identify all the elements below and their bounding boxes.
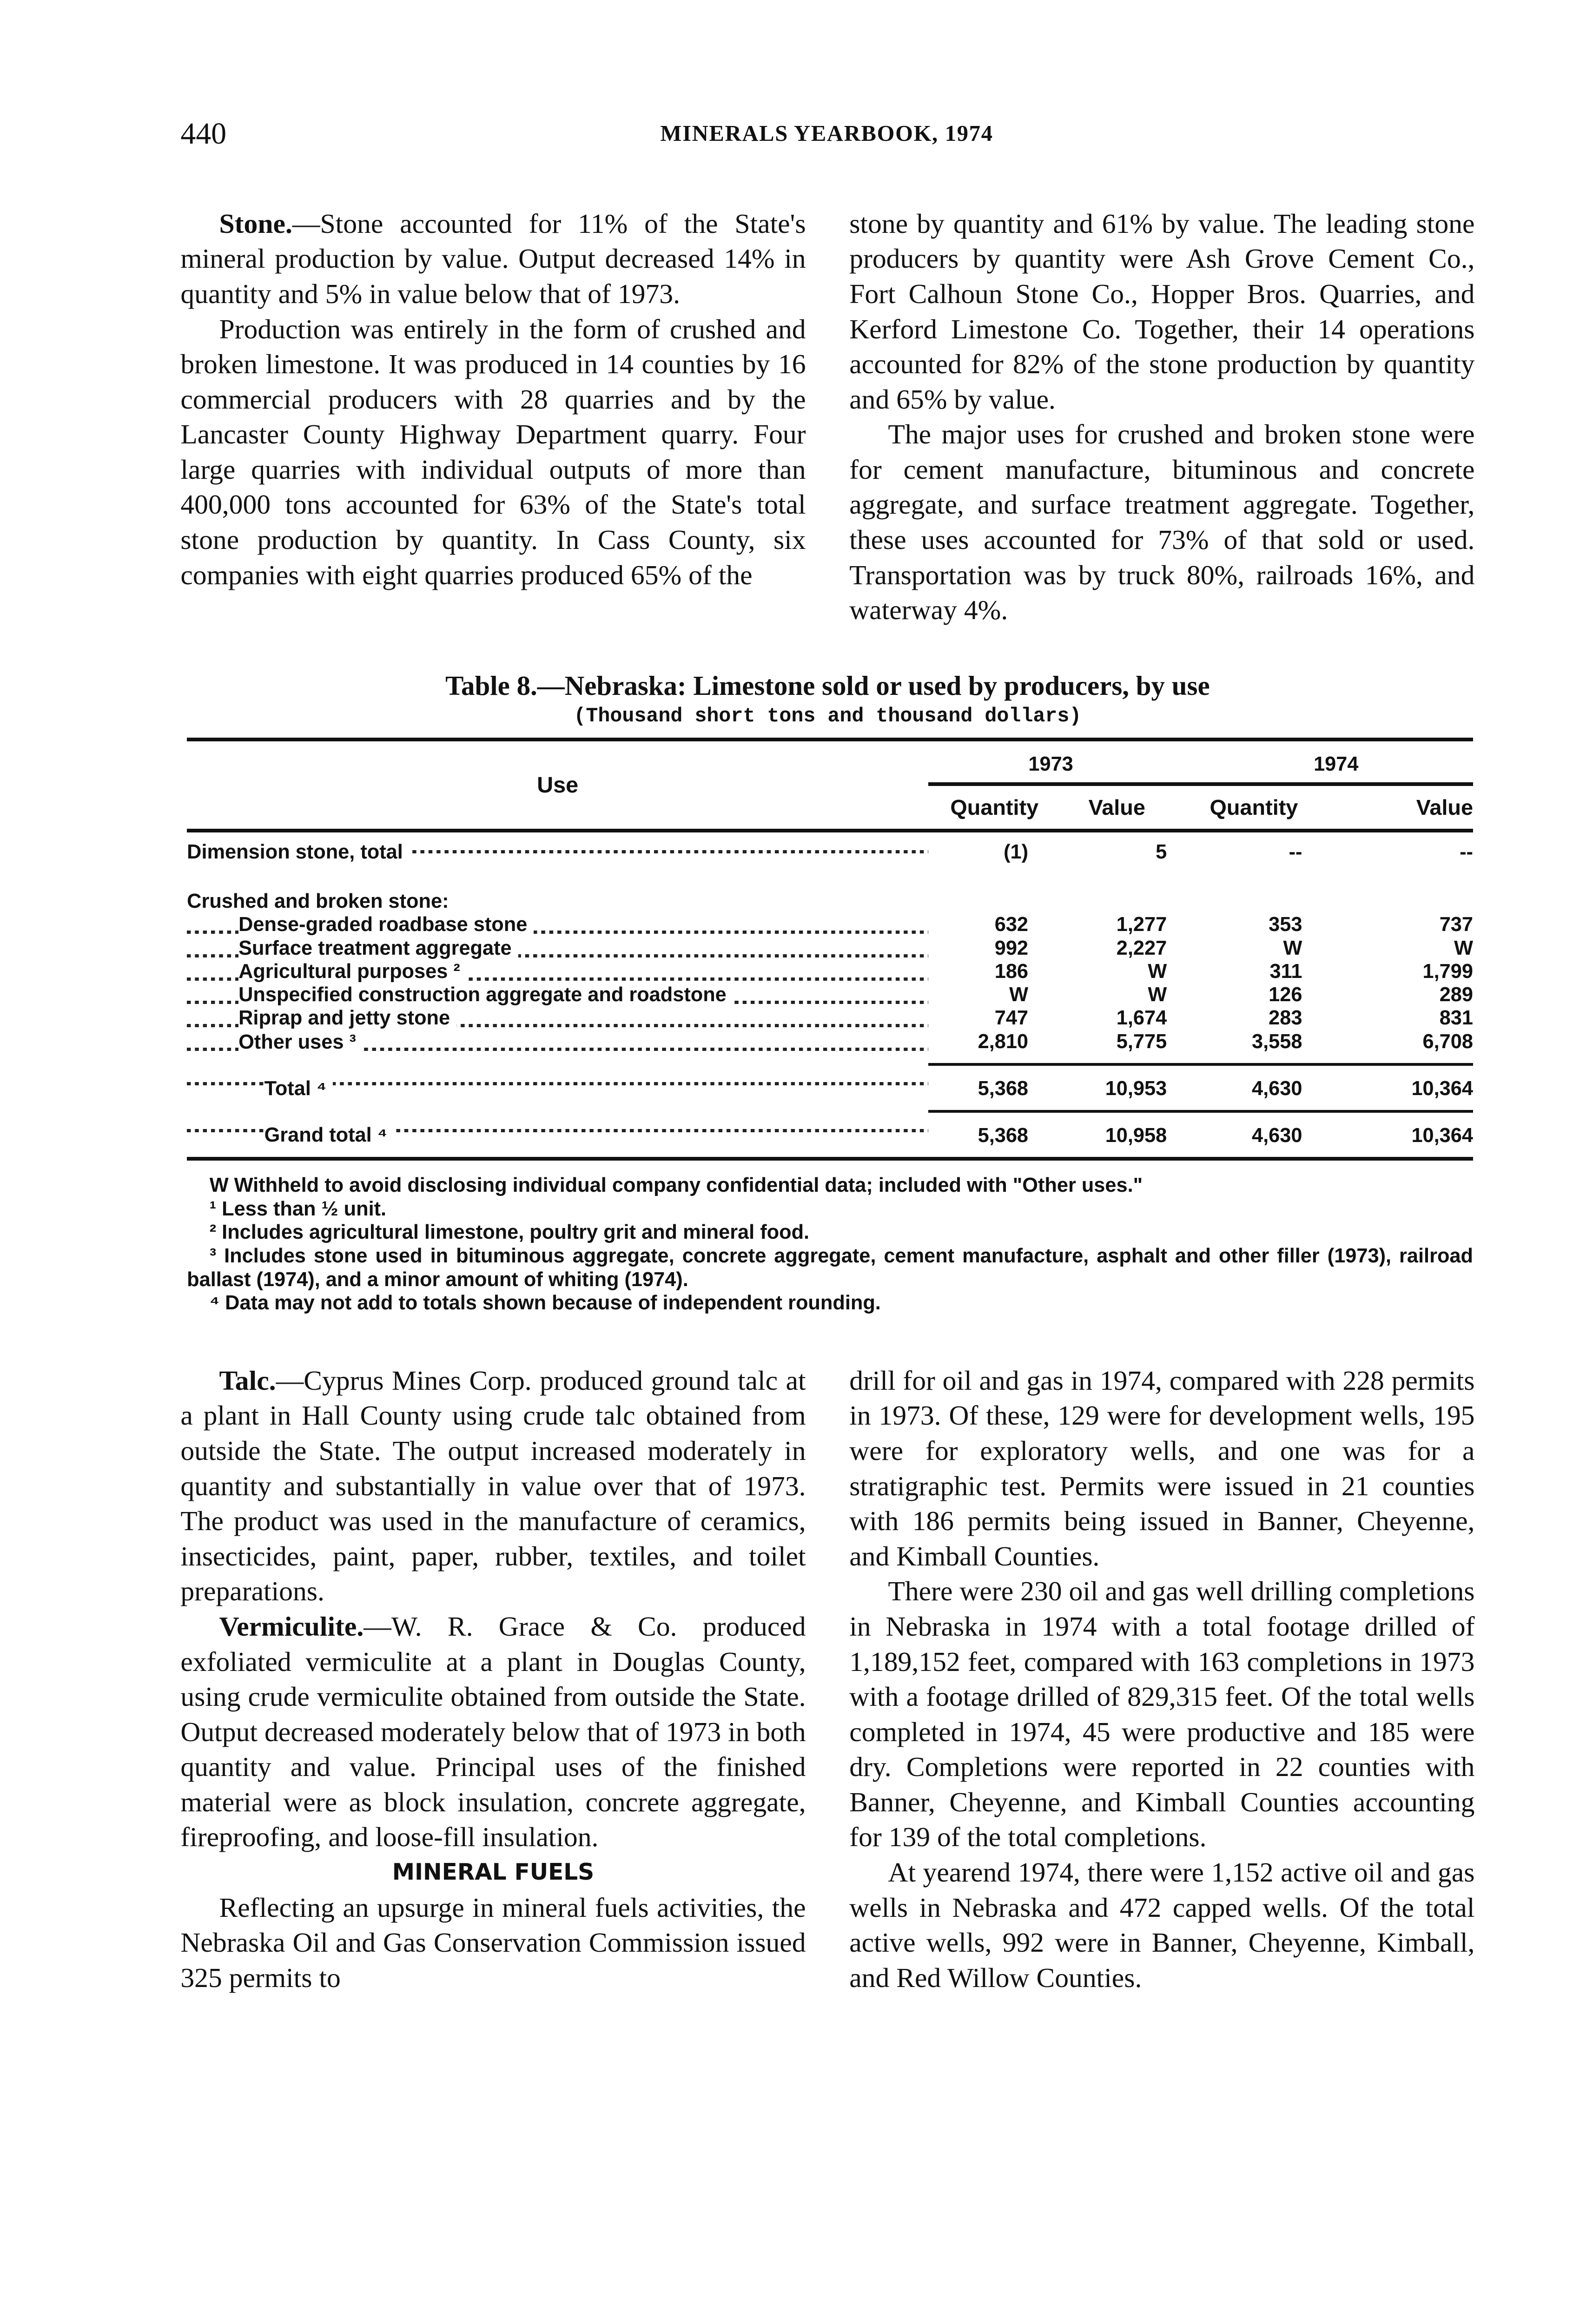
stone-section [180,206,1474,628]
table-cell [1173,873,1335,913]
footnote: ³ Includes stone used in bituminous aggregate, concrete aggregate, cement manufacture, asphalt and other filler (1973), railroad ballast (1974), and a minor amount of whiting (1974). [187,1245,1473,1291]
paragraph [849,206,1474,417]
footnote: W Withheld to avoid disclosing individual company confidential data; included with "Other uses." [209,1174,1143,1197]
table-cell: 992 [994,937,1029,959]
column-header: Value [1088,795,1145,819]
table-row [187,1064,1473,1111]
paragraph-text: There were 230 oil and gas well drilling completions in Nebraska in 1974 with a total footage drilled of 1,189,152 feet, compared with 163 completions in 1973 with a footage drilled of 829,315 feet. Of the total wells completed in 1974, 45 were productive and 185 were dry. Completions were reported in 22 counties with Banner, Cheyenne, and Kimball Counties accounting for 139 of the total completions. [849,1576,1475,1853]
paragraph-text: stone by quantity and 61% by value. The leading stone producers by quantity were Ash Grove Cement Co., Fort Calhoun Stone Co., Hopper Bros. Quarries, and Kerford Limestone Co. Together, their 14 operations accounted for 82% of the stone production by quantity and 65% by value. [849,208,1475,415]
run-in-heading: Stone. [219,208,292,239]
year-header: 1974 [1173,739,1473,784]
table-cell: 10,958 [1060,1111,1173,1159]
paragraph-text: The major uses for crushed and broken stone were for cement manufacture, bituminous and concrete aggregate, and surface treatment aggregate. Together, these uses accounted for 73% of that sold or used. Transportation was by truck 80%, railroads 16%, and waterway 4%. [849,419,1475,626]
table-cell: W [1283,937,1302,959]
table-cell: 5,368 [928,1064,1060,1111]
table-cell: -- [1289,841,1302,864]
footnote: ¹ Less than ½ unit. [209,1197,387,1220]
paragraph-text: At yearend 1974, there were 1,152 active oil and gas wells in Nebraska and 472 capped wells. Of the total active wells, 992 were in Banner, Cheyenne, Kimball, and Red Willow Counties. [849,1856,1475,1993]
paragraph [180,1890,806,1996]
table-row [187,983,1473,1006]
table-footnotes [187,1174,1473,1315]
table-cell: 10,364 [1335,1111,1473,1159]
table-row [187,913,1473,936]
table-cell: 10,364 [1335,1064,1473,1111]
table-cell [1060,873,1173,913]
table-cell: W [1148,984,1167,1006]
section-heading: MINERAL FUELS [392,1859,595,1885]
use-header: Use [537,772,579,798]
row-label: Dimension stone, total [187,841,409,863]
paragraph [180,312,806,593]
row-label: Dense-graded roadbase stone [238,913,534,936]
table-cell [1335,873,1473,913]
bottom-section [180,1363,1474,1995]
paragraph [849,1574,1474,1855]
table-cell: 5 [1156,841,1167,864]
bottom-column-right [849,1363,1474,1995]
table-title: Table 8.—Nebraska: Limestone sold or used by producers, by use [445,670,1210,701]
bottom-column-left [180,1363,806,1995]
paragraph-text: drill for oil and gas in 1974, compared with 228 permits in 1973. Of these, 129 were for development wells, 195 were for exploratory wells, and one was for a stratigraphic test. Permits were issued in 21 counties with 186 permits being issued in Banner, Cheyenne, and Kimball Counties. [849,1365,1475,1571]
table-cell: W [1148,960,1167,983]
table-cell: 126 [1269,984,1302,1006]
table-cell: 831 [1439,1007,1473,1030]
table-cell: 6,708 [1422,1030,1473,1053]
table-cell: 3,558 [1252,1030,1302,1053]
paragraph-text: —Stone accounted for 11% of the State's mineral production by value. Output decreased 14% in quantity and 5% in value below that of 1973. [180,208,806,309]
limestone-table [187,738,1473,1161]
column-header: Quantity [950,795,1039,819]
column-header: Value [1416,795,1473,819]
paragraph-text: —Cyprus Mines Corp. produced ground talc at a plant in Hall County using crude talc obtained from outside the State. The output increased moderately in quantity and substantially in value over that of 1973. The product was used in the manufacture of ceramics, insecticides, paint, paper, rubber, textiles, and toilet preparations. [180,1365,806,1607]
paragraph [849,1855,1474,1995]
run-in-heading: Vermiculite. [219,1611,364,1642]
talc-vermiculite-section [180,1363,806,1855]
table-row [187,873,1473,913]
table-cell: (1) [1004,841,1029,864]
footnote: ⁴ Data may not add to totals shown because of independent rounding. [209,1292,881,1314]
row-label: Agricultural purposes ² [238,960,467,983]
running-title: MINERALS YEARBOOK, 1974 [660,121,993,146]
row-label: Other uses ³ [238,1031,363,1053]
mineral-fuels-intro [180,1890,806,1996]
paragraph [180,1609,806,1855]
table-cell: 1,277 [1116,913,1167,936]
footnote: ² Includes agricultural limestone, poultry grit and mineral food. [209,1221,810,1244]
table-cell [928,873,1060,913]
paragraph [849,1363,1474,1574]
table-cell: 283 [1269,1007,1302,1030]
table-cell: W [1009,984,1029,1006]
table-cell: 1,674 [1116,1007,1167,1030]
stone-column-right [849,206,1474,628]
year-header: 1973 [928,739,1173,784]
table-cell: 747 [994,1007,1029,1030]
paragraph [180,1363,806,1609]
table-cell: 4,630 [1173,1111,1335,1159]
table-row [187,937,1473,960]
table-cell: 353 [1269,913,1302,936]
table-row [187,1111,1473,1159]
table-cell: 10,953 [1060,1064,1173,1111]
stone-column-left [180,206,806,628]
table-cell: W [1454,937,1473,959]
row-label: Surface treatment aggregate [238,937,518,959]
run-in-heading: Talc. [219,1365,276,1396]
table-cell: 5,368 [928,1111,1060,1159]
paragraph-text: —W. R. Grace & Co. produced exfoliated vermiculite at a plant in Douglas County, using crude vermiculite obtained from outside the State. Output decreased moderately below that of 1973 in both quantity and value. Principal uses of the finished material were as block insulation, concrete aggregate, fireproofing, and loose-fill insulation. [180,1611,806,1853]
row-label: Total ⁴ [264,1077,333,1100]
row-label: Riprap and jetty stone [238,1007,456,1029]
page-number: 440 [180,116,227,151]
table-cell: 1,799 [1422,960,1473,983]
table-cell: 632 [994,913,1029,936]
table-row [187,960,1473,983]
table-cell: 2,810 [978,1030,1029,1053]
table-cell: 4,630 [1173,1064,1335,1111]
table-cell: 5,775 [1116,1030,1167,1053]
table-row [187,1006,1473,1030]
page-header [180,116,1473,181]
paragraph [849,417,1474,627]
table-row [187,1030,1473,1064]
table-cell: 311 [1269,960,1302,983]
paragraph-text: Reflecting an upsurge in mineral fuels activities, the Nebraska Oil and Gas Conservation Commission issued 325 permits to [180,1892,806,1993]
row-label: Grand total ⁴ [264,1124,394,1146]
table-cell: 2,227 [1116,937,1167,959]
table-cell: 186 [994,960,1029,983]
table-cell: -- [1460,841,1473,864]
row-label: Crushed and broken stone: [187,890,449,912]
table-cell: 737 [1439,913,1473,936]
column-header: Quantity [1209,795,1298,819]
paragraph-text: Production was entirely in the form of crushed and broken limestone. It was produced in 14 counties by 16 commercial producers with 28 quarries and by the Lancaster County Highway Department quarry. Four large quarries with individual outputs of more than 400,000 tons accounted for 63% of the State's total stone production by quantity. In Cass County, six companies with eight quarries produced 65% of the [180,313,806,590]
table-row [187,831,1473,873]
table-cell: 289 [1439,984,1473,1006]
paragraph [180,206,806,312]
row-label: Unspecified construction aggregate and roadstone [238,984,733,1006]
table-subtitle: (Thousand short tons and thousand dollars) [574,705,1082,728]
